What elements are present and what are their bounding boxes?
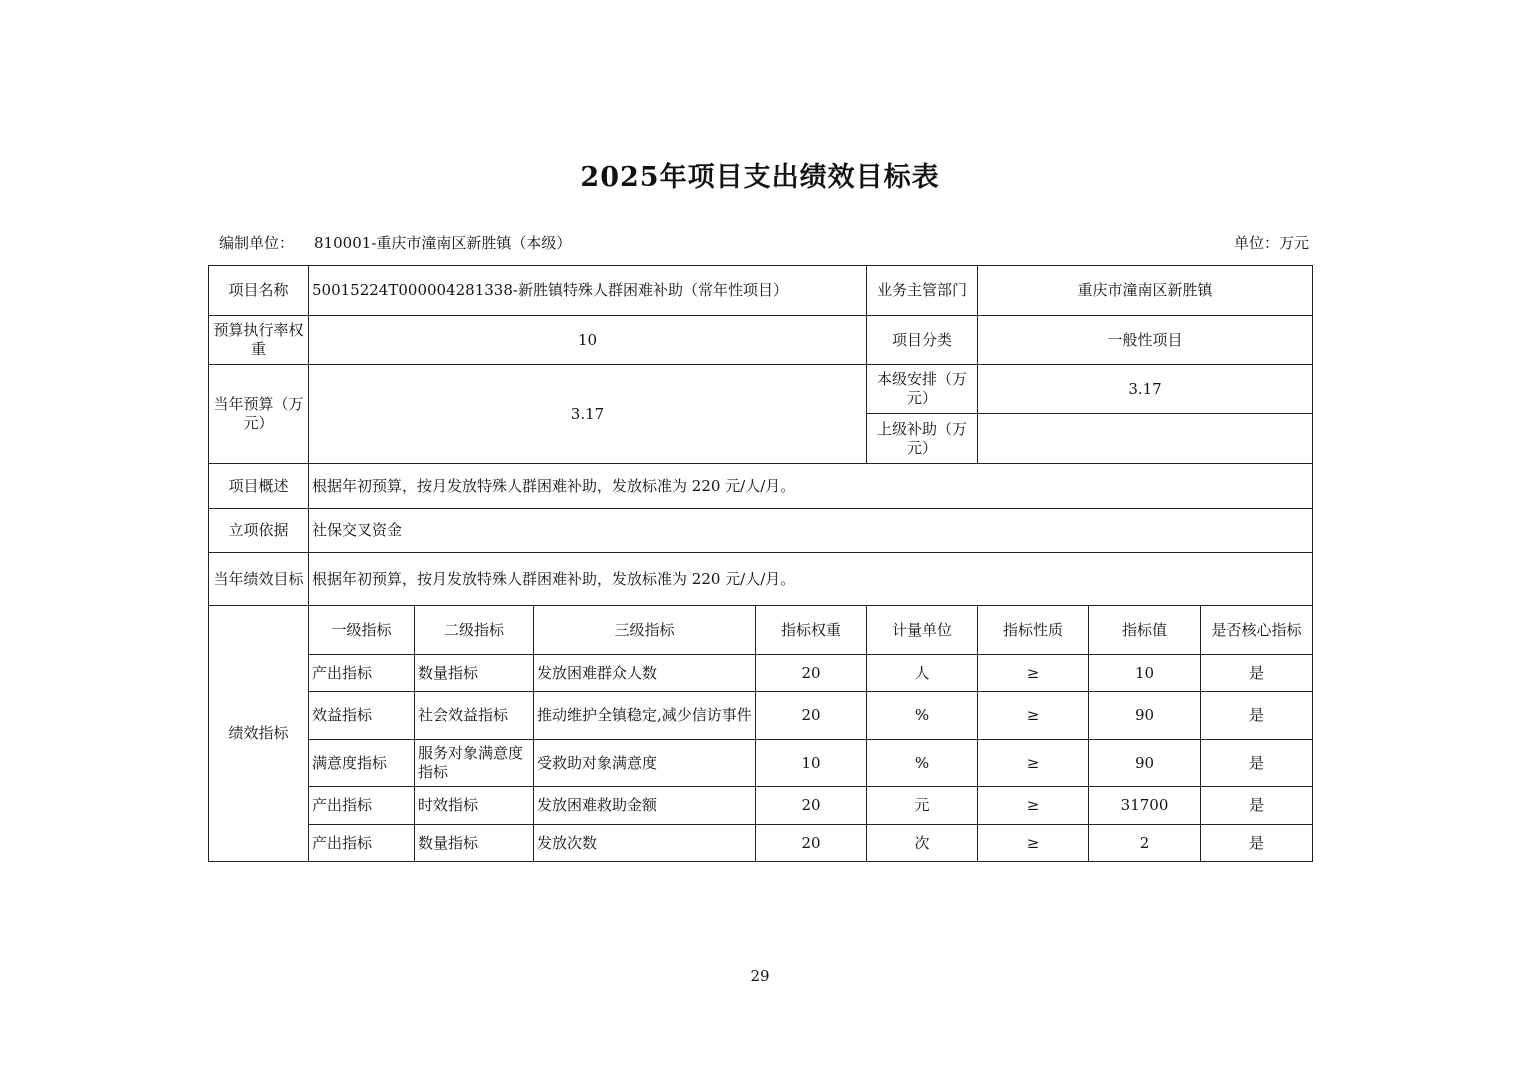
header-nature: 指标性质 — [978, 606, 1089, 655]
upper-subsidy-label: 上级补助（万元） — [867, 414, 978, 464]
compiling-unit-label: 编制单位： — [219, 234, 295, 252]
dept-value: 重庆市潼南区新胜镇 — [978, 266, 1313, 316]
category-label: 项目分类 — [867, 316, 978, 365]
row-weight: 20 — [756, 692, 867, 740]
row-core: 是 — [1201, 655, 1313, 692]
basis-value: 社保交叉资金 — [309, 509, 1313, 553]
row-weight: 20 — [756, 787, 867, 825]
currency-unit: 单位：万元 — [1233, 234, 1309, 252]
weight-label: 预算执行率权重 — [209, 316, 309, 365]
weight-value: 10 — [309, 316, 867, 365]
row-level2: 时效指标 — [415, 787, 534, 825]
perf-label: 绩效指标 — [209, 606, 309, 862]
page-number: 29 — [750, 967, 770, 985]
row-level3: 发放次数 — [534, 825, 756, 862]
row-level3: 推动维护全镇稳定,减少信访事件 — [534, 692, 756, 740]
row-level1: 效益指标 — [309, 692, 415, 740]
row-level3: 受救助对象满意度 — [534, 740, 756, 787]
overview-label: 项目概述 — [209, 464, 309, 509]
goal-label: 当年绩效目标 — [209, 553, 309, 606]
upper-subsidy-value — [978, 414, 1313, 464]
project-name-value: 50015224T000004281338-新胜镇特殊人群困难补助（常年性项目） — [309, 266, 867, 316]
table-row — [209, 692, 1313, 740]
row-level2: 数量指标 — [415, 825, 534, 862]
performance-target-table — [208, 265, 1313, 862]
row-core: 是 — [1201, 825, 1313, 862]
row-value: 90 — [1089, 692, 1201, 740]
row-nature: ≥ — [978, 740, 1089, 787]
header-weight: 指标权重 — [756, 606, 867, 655]
row-core: 是 — [1201, 740, 1313, 787]
header-core: 是否核心指标 — [1201, 606, 1313, 655]
table-row — [209, 740, 1313, 787]
local-budget-label: 本级安排（万元） — [867, 365, 978, 414]
header-unit: 计量单位 — [867, 606, 978, 655]
header-level2: 二级指标 — [415, 606, 534, 655]
row-unit: % — [867, 740, 978, 787]
row-level1: 产出指标 — [309, 655, 415, 692]
row-weight: 10 — [756, 740, 867, 787]
row-nature: ≥ — [978, 787, 1089, 825]
overview-value: 根据年初预算，按月发放特殊人群困难补助，发放标准为 220 元/人/月。 — [309, 464, 1313, 509]
budget-value: 3.17 — [309, 365, 867, 464]
row-core: 是 — [1201, 787, 1313, 825]
row-unit: % — [867, 692, 978, 740]
row-nature: ≥ — [978, 692, 1089, 740]
table-row — [209, 787, 1313, 825]
budget-label: 当年预算（万元） — [209, 365, 309, 464]
row-level3: 发放困难救助金额 — [534, 787, 756, 825]
row-value: 31700 — [1089, 787, 1201, 825]
row-level1: 满意度指标 — [309, 740, 415, 787]
table-row — [209, 825, 1313, 862]
row-level2: 数量指标 — [415, 655, 534, 692]
row-level2: 服务对象满意度指标 — [415, 740, 534, 787]
dept-label: 业务主管部门 — [867, 266, 978, 316]
table-row — [209, 655, 1313, 692]
row-level3: 发放困难群众人数 — [534, 655, 756, 692]
goal-value: 根据年初预算，按月发放特殊人群困难补助，发放标准为 220 元/人/月。 — [309, 553, 1313, 606]
category-value: 一般性项目 — [978, 316, 1313, 365]
row-nature: ≥ — [978, 655, 1089, 692]
header-level1: 一级指标 — [309, 606, 415, 655]
row-weight: 20 — [756, 825, 867, 862]
compiling-unit — [219, 232, 571, 253]
page-title: 2025年项目支出绩效目标表 — [580, 162, 940, 193]
row-value: 90 — [1089, 740, 1201, 787]
project-name-label: 项目名称 — [209, 266, 309, 316]
row-unit: 人 — [867, 655, 978, 692]
row-level2: 社会效益指标 — [415, 692, 534, 740]
basis-label: 立项依据 — [209, 509, 309, 553]
header-level3: 三级指标 — [534, 606, 756, 655]
row-value: 10 — [1089, 655, 1201, 692]
compiling-unit-value: 810001-重庆市潼南区新胜镇（本级） — [314, 234, 572, 252]
row-weight: 20 — [756, 655, 867, 692]
row-unit: 元 — [867, 787, 978, 825]
row-value: 2 — [1089, 825, 1201, 862]
row-core: 是 — [1201, 692, 1313, 740]
local-budget-value: 3.17 — [978, 365, 1313, 414]
row-nature: ≥ — [978, 825, 1089, 862]
row-unit: 次 — [867, 825, 978, 862]
row-level1: 产出指标 — [309, 825, 415, 862]
header-value: 指标值 — [1089, 606, 1201, 655]
row-level1: 产出指标 — [309, 787, 415, 825]
